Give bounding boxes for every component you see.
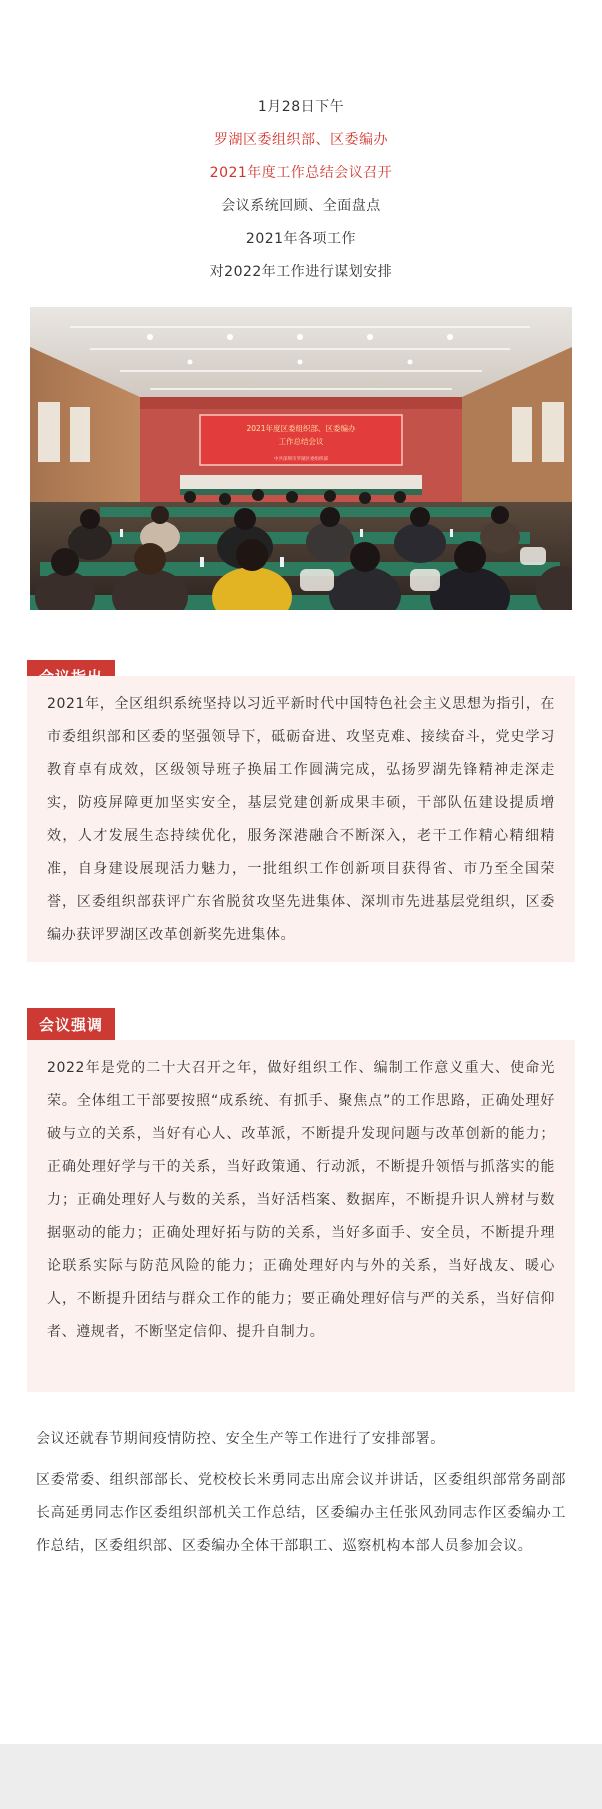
intro-line: 对2022年工作进行谋划安排 (209, 264, 393, 280)
intro-line-highlight: 2021年度工作总结会议召开 (209, 165, 393, 181)
section-body: 2021年，全区组织系统坚持以习近平新时代中国特色社会主义思想为指引，在市委组织部和区委的坚强领导下，砥砺奋进、攻坚克难、接续奋斗，党史学习教育卓有成效，区级领导班子换届工作圆满完成，弘扬罗湖先锋精神走深走实，防疫屏障更加坚实安全，基层党建创新成果丰硕，干部队伍建设提质增效，人才发展生态持续优化，服务深港融合不断深入，老干工作精心精细精准，自身建设展现活力魅力，一批组织工作创新项目获得省、市乃至全国荣誉，区委组织部获评广东省脱贫攻坚先进集体、深圳市先进基层党组织，区委编办获评罗湖区改革创新奖先进集体。 (47, 696, 555, 943)
intro-line: 1月28日下午 (257, 99, 345, 115)
intro-line: 2021年各项工作 (245, 231, 357, 247)
meeting-photo-illustration (30, 307, 572, 610)
intro-line: 会议系统回顾、全面盘点 (221, 198, 381, 214)
intro-text (0, 93, 602, 291)
closing-text (36, 1423, 566, 1571)
closing-paragraph: 会议还就春节期间疫情防控、安全生产等工作进行了安排部署。 (36, 1431, 445, 1447)
screen-title: 2021年度区委组织部、区委编办 (246, 424, 356, 433)
screen-subtitle: 工作总结会议 (278, 437, 324, 446)
meeting-photo[interactable] (30, 307, 572, 610)
section-body: 2022年是党的二十大召开之年，做好组织工作、编制工作意义重大、使命光荣。全体组工干部要按照“成系统、有抓手、聚焦点”的工作思路，正确处理好破与立的关系，当好有心人、改革派，不断提升发现问题与改革创新的能力；正确处理好学与干的关系，当好政策通、行动派，不断提升领悟与抓落实的能力；正确处理好人与数的关系，当好活档案、数据库，不断提升识人辨材与数据驱动的能力；正确处理好拓与防的关系，当好多面手、安全员，不断提升理论联系实际与防范风险的能力；正确处理好内与外的关系，当好战友、暖心人，不断提升团结与群众工作的能力；要正确处理好信与严的关系，当好信仰者、遵规者，不断坚定信仰、提升自制力。 (47, 1060, 555, 1340)
footer-bar (0, 1744, 602, 1809)
section-tag-meeting-emphasized: 会议强调 (27, 1008, 115, 1042)
screen-footer: 中共深圳市罗湖区委组织部 (274, 457, 328, 462)
section-box-meeting-emphasized (27, 1040, 575, 1392)
intro-line-highlight: 罗湖区委组织部、区委编办 (214, 132, 388, 148)
closing-paragraph: 区委常委、组织部部长、党校校长米勇同志出席会议并讲话，区委组织部常务副部长高延勇同志作区委组织部机关工作总结，区委编办主任张风劲同志作区委编办工作总结，区委组织部、区委编办全体干部职工、巡察机构本部人员参加会议。 (36, 1472, 566, 1554)
section-box-meeting-pointed-out (27, 676, 575, 962)
